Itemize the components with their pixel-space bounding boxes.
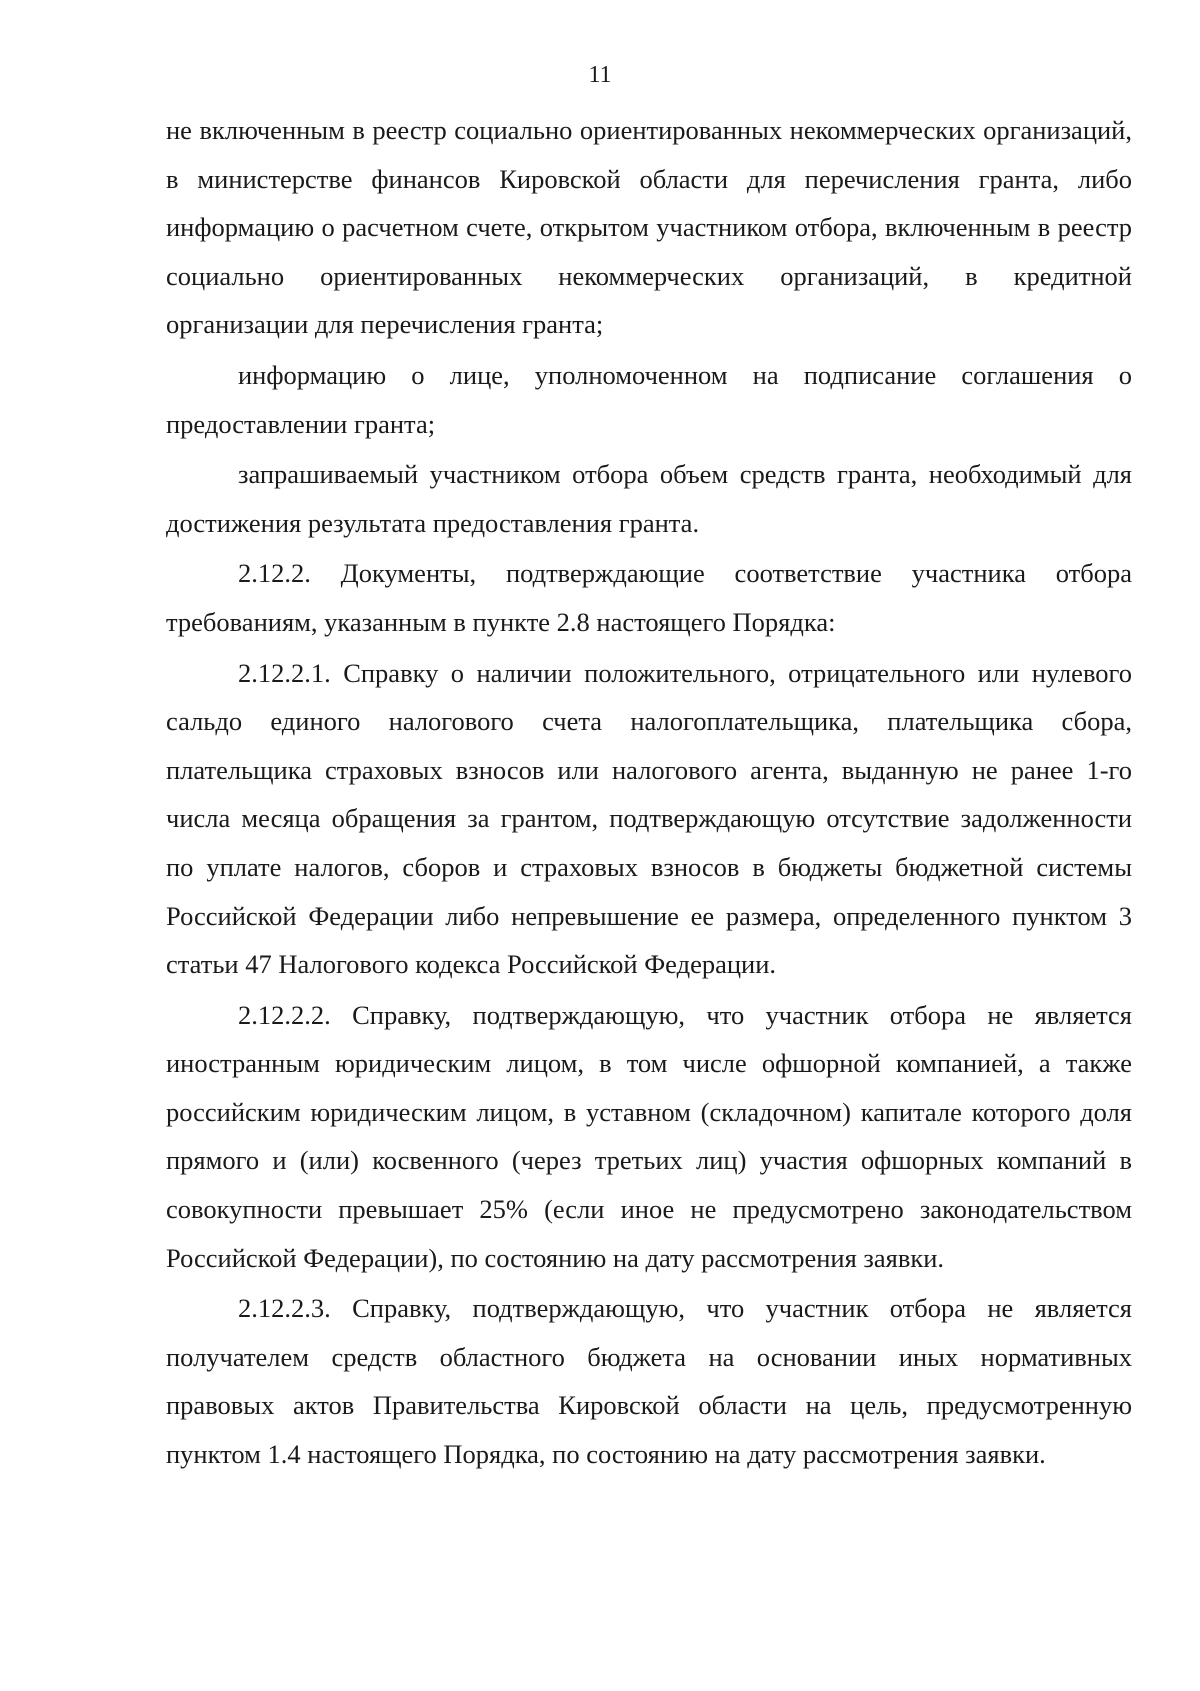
paragraph-account-info: не включенным в реестр социально ориентированных некоммерческих организаций, в министерстве финансов Кировской области для перечисления гранта, либо информацию о расчетном счете, открытом участником отбора, включенным в реестр социально ориентированных некоммерческих организаций, в кредитной организации для перечисления гранта;	[166, 115, 1132, 340]
page-number: 11	[588, 62, 612, 88]
paragraph-2-12-2-1: 2.12.2.1. Справку о наличии положительного, отрицательного или нулевого сальдо единого налогового счета налогоплательщика, плательщика сбора, плательщика страховых взносов или налогового агента, выданную не ранее 1-го числа месяца обращения за грантом, подтверждающую отсутствие задолженности по уплате налогов, сборов и страховых взносов в бюджеты бюджетной системы Российской Федерации либо непревышение ее размера, определенного пунктом 3 статьи 47 Налогового кодекса Российской Федерации.	[166, 657, 1132, 980]
paragraph-2-12-2-3: 2.12.2.3. Справку, подтверждающую, что участник отбора не является получателем средств областного бюджета на основании иных нормативных правовых актов Правительства Кировской области на цель, предусмотренную пунктом 1.4 настоящего Порядка, по состоянию на дату рассмотрения заявки.	[166, 1293, 1132, 1470]
document-body	[166, 106, 1132, 1479]
paragraph-2-12-2: 2.12.2. Документы, подтверждающие соответствие участника отбора требованиям, указанным в пункте 2.8 настоящего Порядка:	[166, 558, 1132, 637]
paragraph-2-12-2-2: 2.12.2.2. Справку, подтверждающую, что участник отбора не является иностранным юридическим лицом, в том числе офшорной компанией, а также российским юридическим лицом, в уставном (складочном) капитале которого доля прямого и (или) косвенного (через третьих лиц) участия офшорных компаний в совокупности превышает 25% (если иное не предусмотрено законодательством Российской Федерации), по состоянию на дату рассмотрения заявки.	[166, 999, 1132, 1273]
paragraph-requested-amount: запрашиваемый участником отбора объем средств гранта, необходимый для достижения результата предоставления гранта.	[166, 459, 1132, 538]
paragraph-authorized-person: информацию о лице, уполномоченном на подписание соглашения о предоставлении гранта;	[166, 359, 1132, 439]
